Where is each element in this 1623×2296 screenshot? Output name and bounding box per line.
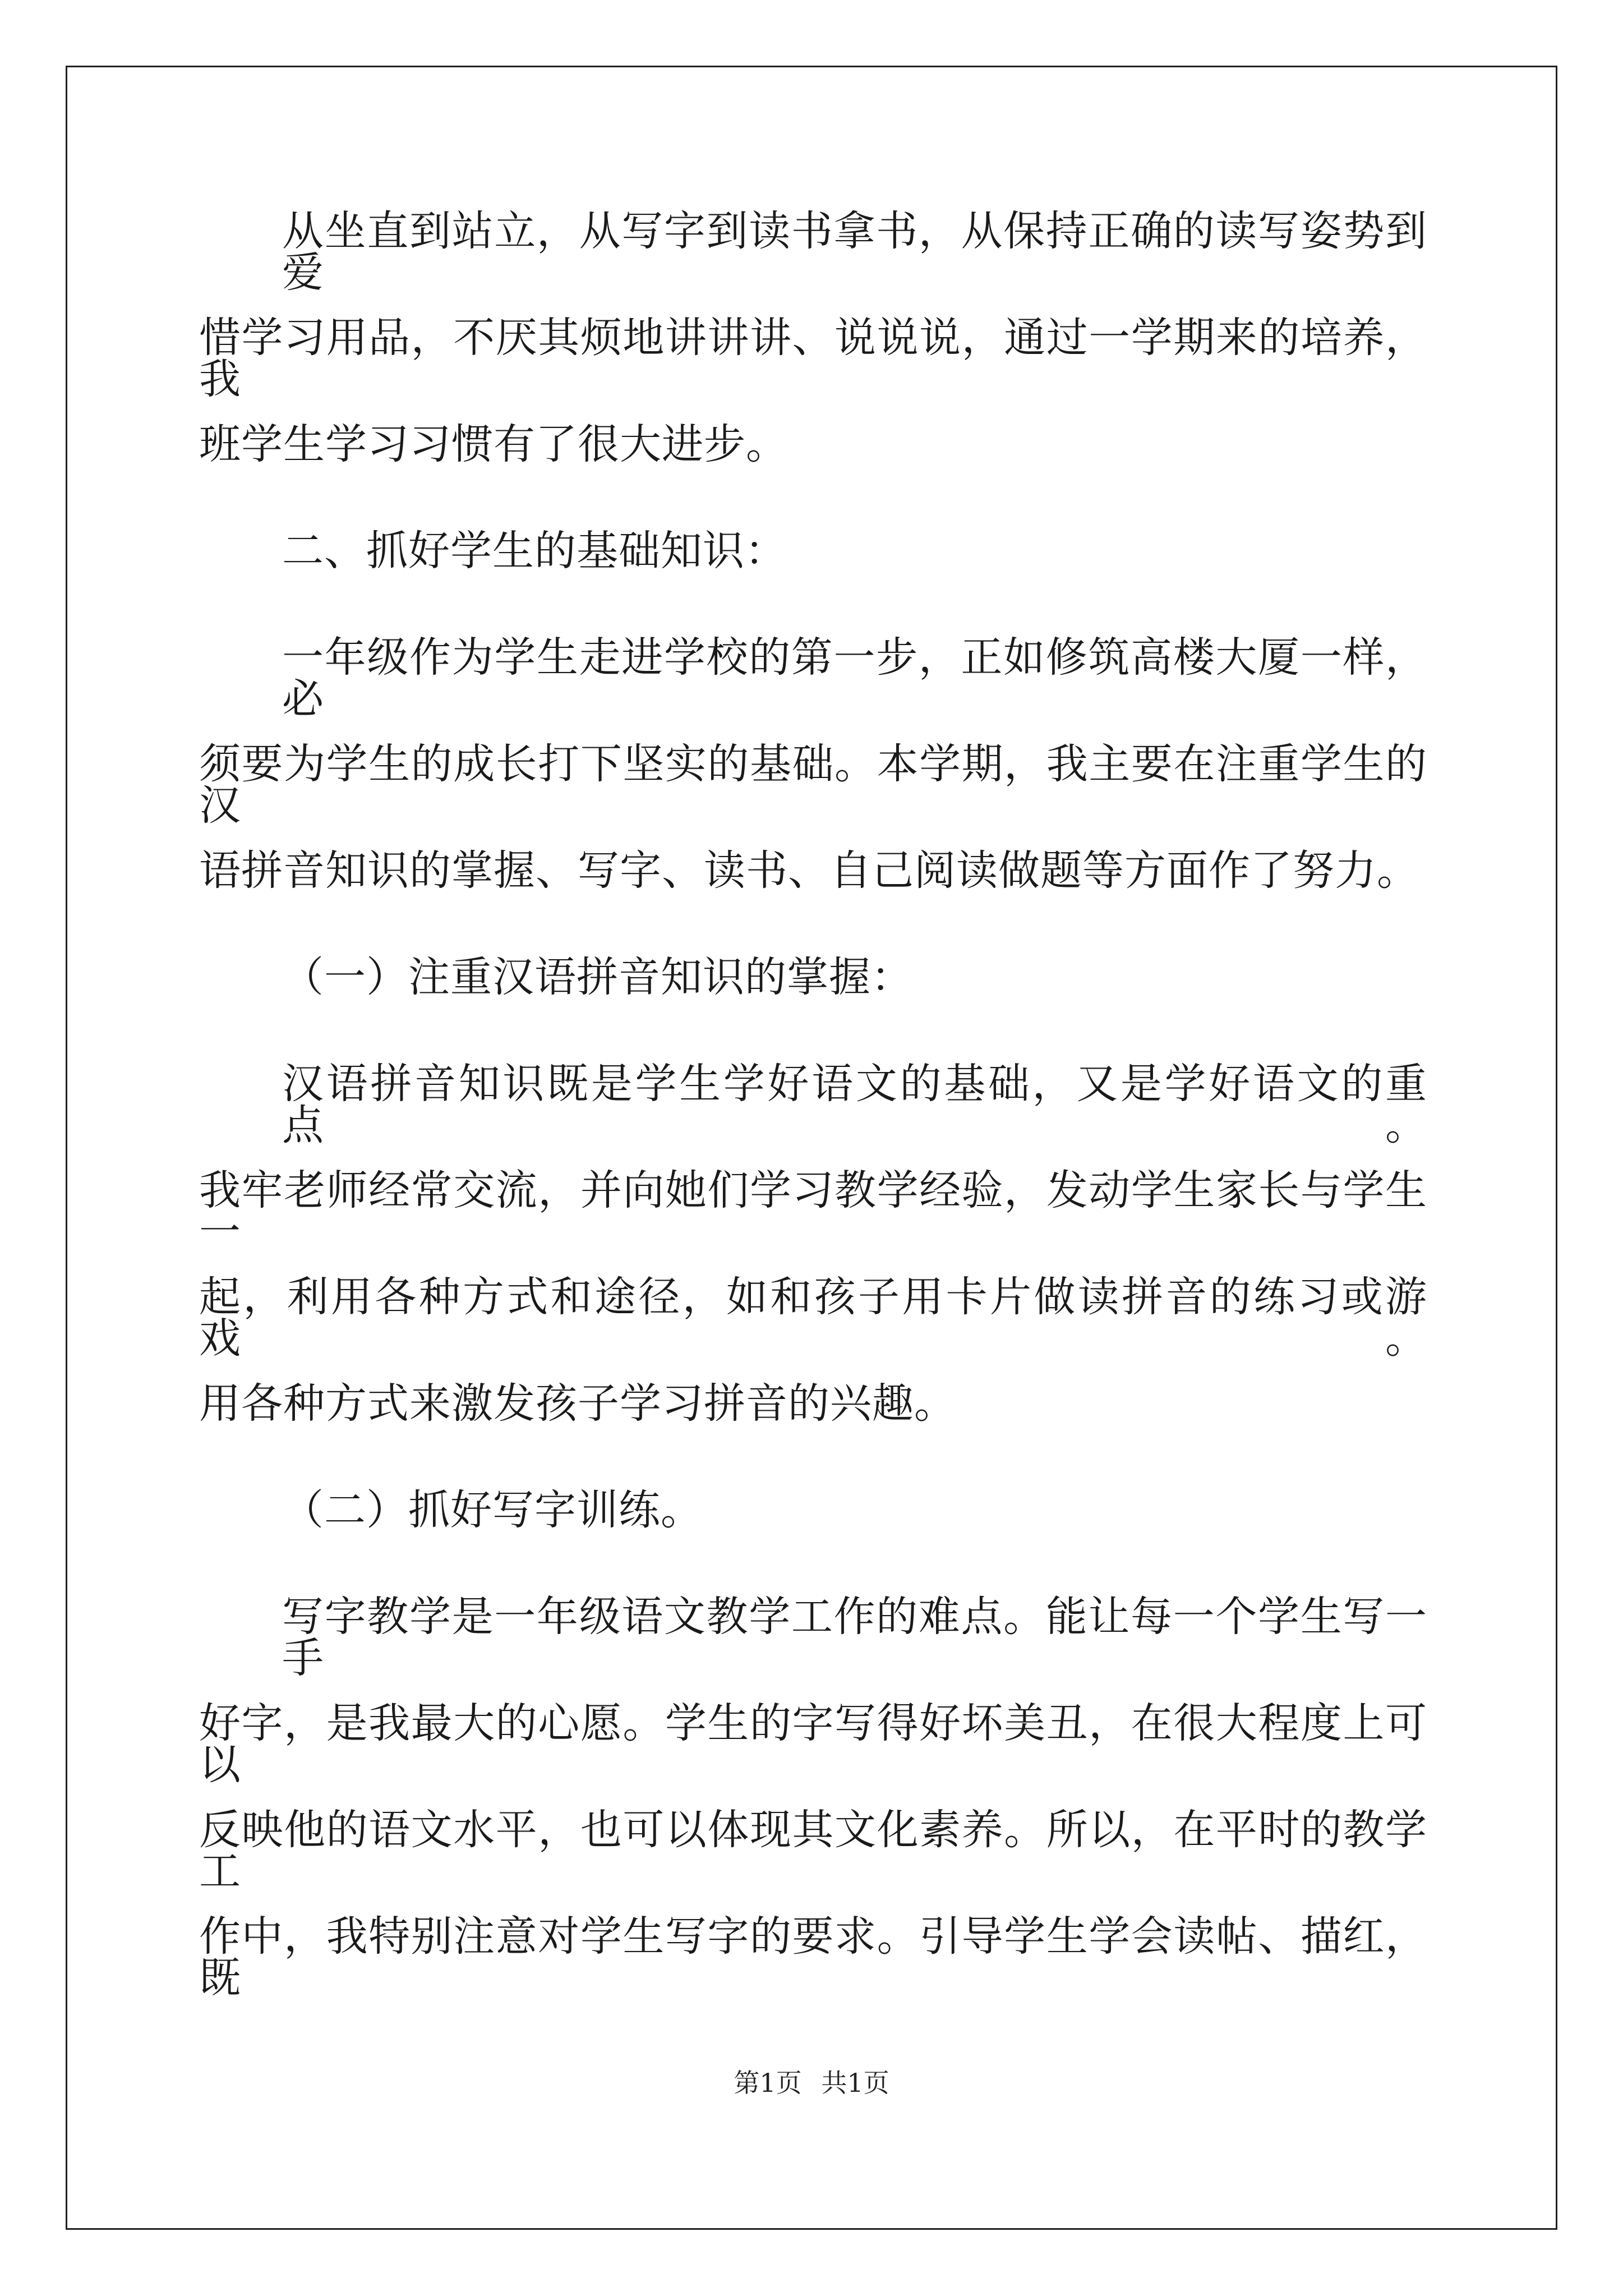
page-footer xyxy=(0,2070,1623,2096)
paragraph-line: 汉语拼音知识既是学生学好语文的基础，又是学好语文的重点。 xyxy=(282,1060,1427,1149)
paragraph-line: 用各种方式来激发孩子学习拼音的兴趣。 xyxy=(199,1379,956,1428)
paragraph-line: 起，利用各种方式和途径，如和孩子用卡片做读拼音的练习或游戏。 xyxy=(199,1273,1427,1363)
paragraph-line: 我牢老师经常交流，并向她们学习教学经验，发动学生家长与学生一 xyxy=(199,1166,1427,1256)
paragraph-line: 写字教学是一年级语文教学工作的难点。能让每一个学生写一手 xyxy=(282,1593,1427,1682)
paragraph-line: 反映他的语文水平，也可以体现其文化素养。所以，在平时的教学工 xyxy=(199,1806,1427,1895)
paragraph-line: 语拼音知识的掌握、写字、读书、自己阅读做题等方面作了努力。 xyxy=(199,846,1419,895)
page-number: 第1页 xyxy=(734,2068,802,2098)
document-body xyxy=(199,207,1427,2022)
paragraph-line: 从坐直到站立，从写字到读书拿书，从保持正确的读写姿势到爱 xyxy=(282,207,1427,297)
section-heading: 二、抓好学生的基础知识： xyxy=(282,527,787,575)
subsection-heading: （一）注重汉语拼音知识的掌握： xyxy=(282,953,913,1001)
page-total: 共1页 xyxy=(821,2068,889,2098)
paragraph-line: 班学生学习习惯有了很大进步。 xyxy=(199,420,788,468)
paragraph-line: 须要为学生的成长打下坚实的基础。本学期，我主要在注重学生的汉 xyxy=(199,740,1427,830)
subsection-heading: （二）抓好写字训练。 xyxy=(282,1486,703,1534)
paragraph-line: 惜学习用品，不厌其烦地讲讲讲、说说说，通过一学期来的培养，我 xyxy=(199,314,1427,403)
paragraph-line: 一年级作为学生走进学校的第一步，正如修筑高楼大厦一样，必 xyxy=(282,633,1427,723)
paragraph-line: 作中，我特别注意对学生写字的要求。引导学生学会读帖、描红，既 xyxy=(199,1912,1427,2002)
paragraph-line: 好字，是我最大的心愿。学生的字写得好坏美丑，在很大程度上可以 xyxy=(199,1699,1427,1789)
